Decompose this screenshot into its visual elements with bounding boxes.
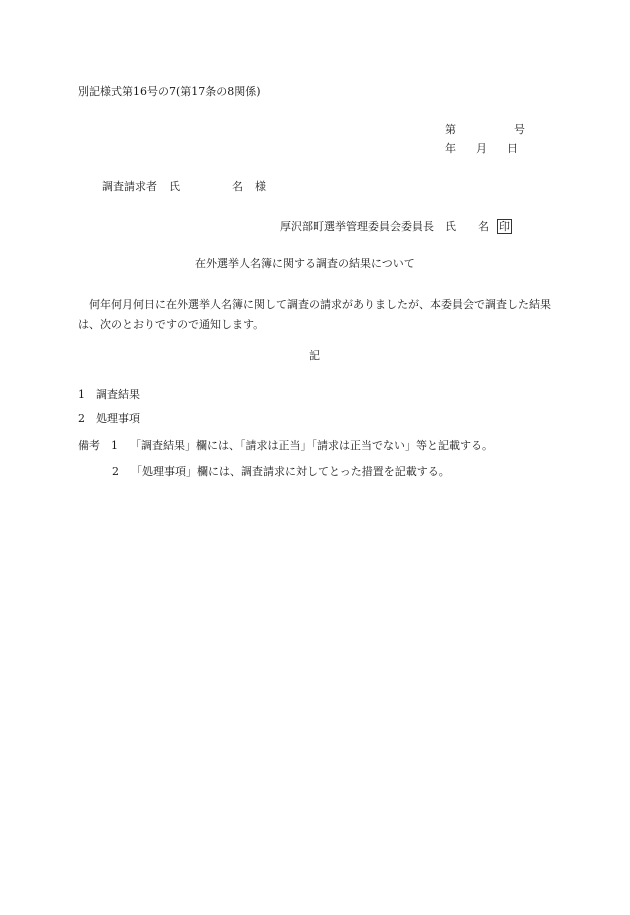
- ki-heading: 記: [309, 349, 320, 362]
- addressee-name-mei: 名: [232, 180, 243, 193]
- number-prefix: 第: [445, 123, 456, 136]
- remark-number: 1: [111, 439, 118, 452]
- addressee-line: [102, 181, 266, 192]
- sender-line: [280, 219, 512, 234]
- document-body: 何年何月何日に在外選挙人名簿に関して調査の請求がありましたが、本委員会で調査した結果は、次のとおりですので通知します。: [78, 298, 551, 331]
- sender-name-mei: 名: [478, 220, 489, 233]
- remark-number: 2: [112, 465, 119, 478]
- remarks-heading: 備考: [78, 439, 100, 452]
- item-number: 1: [78, 388, 85, 401]
- date-month: 月: [476, 142, 487, 155]
- item-label: 処理事項: [96, 412, 140, 425]
- sender-title: 厚沢部町選挙管理委員会委員長: [280, 220, 434, 233]
- remark-text: 「調査結果」欄には、「請求は正当」「請求は正当でない」等と記載する。: [130, 439, 493, 452]
- addressee-role: 調査請求者: [102, 180, 157, 193]
- item-label: 調査結果: [96, 388, 140, 401]
- list-item: [78, 389, 140, 400]
- document-number-line: [445, 124, 525, 135]
- addressee-honorific: 様: [255, 180, 266, 193]
- seal-mark: 印: [499, 220, 510, 233]
- date-line: [445, 143, 518, 154]
- remark-note: [112, 466, 450, 477]
- document-title: 在外選挙人名簿に関する調査の結果について: [195, 257, 415, 270]
- number-suffix: 号: [514, 123, 525, 136]
- date-year: 年: [445, 142, 456, 155]
- remark-note: [78, 440, 493, 451]
- addressee-name-shi: 氏: [169, 180, 180, 193]
- list-item: [78, 413, 140, 424]
- remark-text: 「処理事項」欄には、調査請求に対してとった措置を記載する。: [131, 465, 450, 478]
- form-reference: 別記様式第16号の7(第17条の8関係): [78, 85, 261, 98]
- item-number: 2: [78, 412, 85, 425]
- date-day: 日: [507, 142, 518, 155]
- sender-name-shi: 氏: [445, 220, 456, 233]
